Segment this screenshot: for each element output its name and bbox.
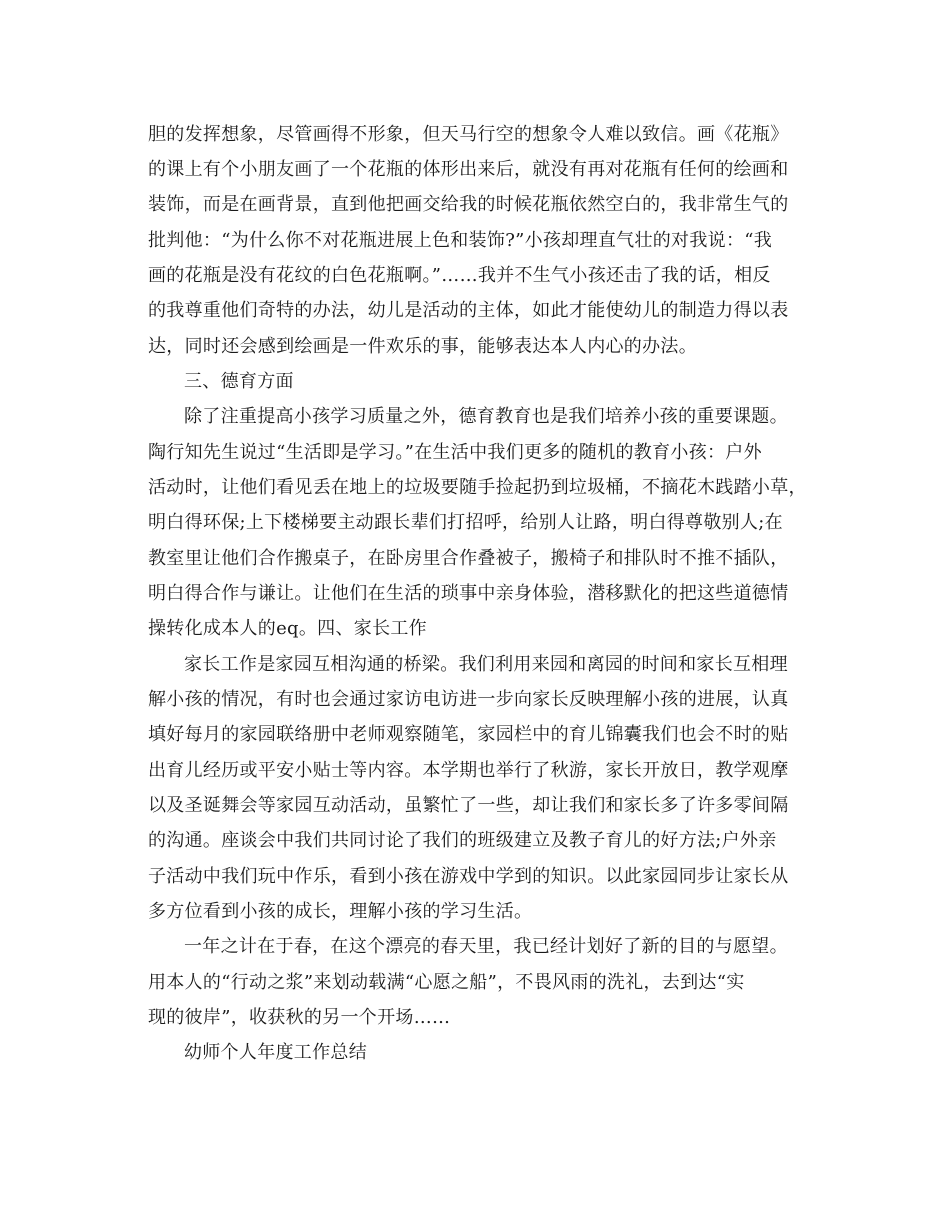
- text-line: 装饰，而是在画背景，直到他把画交给我的时候花瓶依然空白的，我非常生气的: [148, 194, 789, 215]
- section-heading: 三、德育方面: [184, 371, 294, 392]
- text-line: 明白得环保;上下楼梯要主动跟长辈们打招呼，给别人让路，明白得尊敬别人;在: [148, 512, 783, 533]
- text-line: 的我尊重他们奇特的办法，幼儿是活动的主体，如此才能使幼儿的制造力得以表: [148, 300, 789, 321]
- text-line: 出育儿经历或平安小贴士等内容。本学期也举行了秋游，家长开放日，教学观摩: [148, 760, 789, 781]
- text-line: 家长工作是家园互相沟通的桥梁。我们利用来园和离园的时间和家长互相理: [184, 654, 788, 675]
- text-line: 教室里让他们合作搬桌子，在卧房里合作叠被子，搬椅子和排队时不推不插队，: [148, 548, 789, 569]
- text-line: 现的彼岸”，收获秋的另一个开场……: [148, 1007, 451, 1028]
- text-line: 解小孩的情况，有时也会通过家访电访进一步向家长反映理解小孩的进展，认真: [148, 689, 789, 710]
- text-line: 画的花瓶是没有花纹的白色花瓶啊。”……我并不生气小孩还击了我的话，相反: [148, 265, 771, 286]
- text-line: 达，同时还会感到绘画是一件欢乐的事，能够表达本人内心的办法。: [148, 336, 697, 357]
- text-line: 一年之计在于春，在这个漂亮的春天里，我已经计划好了新的目的与愿望。: [184, 936, 788, 957]
- document-title-line: 幼师个人年度工作总结: [184, 1042, 367, 1063]
- text-line: 的沟通。座谈会中我们共同讨论了我们的班级建立及教子育儿的好方法;户外亲: [148, 830, 777, 851]
- text-line: 操转化成本人的eq。四、家长工作: [148, 618, 427, 639]
- text-line: 用本人的“行动之浆”来划动载满“心愿之船”，不畏风雨的洗礼，去到达“实: [148, 972, 745, 993]
- text-line: 子活动中我们玩中作乐，看到小孩在游戏中学到的知识。以此家园同步让家长从: [148, 866, 789, 887]
- text-line: 陶行知先生说过“生活即是学习。”在生活中我们更多的随机的教育小孩：户外: [148, 442, 762, 463]
- text-line: 的课上有个小朋友画了一个花瓶的体形出来后，就没有再对花瓶有任何的绘画和: [148, 159, 789, 180]
- text-line: 胆的发挥想象，尽管画得不形象，但天马行空的想象令人难以致信。画《花瓶》: [148, 124, 789, 145]
- text-line: 明白得合作与谦让。让他们在生活的琐事中亲身体验，潜移默化的把这些道德情: [148, 583, 789, 604]
- text-line: 除了注重提高小孩学习质量之外，德育教育也是我们培养小孩的重要课题。: [184, 406, 788, 427]
- text-line: 以及圣诞舞会等家园互动活动，虽繁忙了一些，却让我们和家长多了许多零间隔: [148, 795, 789, 816]
- text-line: 活动时，让他们看见丢在地上的垃圾要随手捡起扔到垃圾桶，不摘花木践踏小草，: [148, 477, 807, 498]
- text-line: 多方位看到小孩的成长，理解小孩的学习生活。: [148, 901, 533, 922]
- text-line: 批判他：“为什么你不对花瓶进展上色和装饰?”小孩却理直气壮的对我说：“我: [148, 230, 773, 251]
- text-line: 填好每月的家园联络册中老师观察随笔，家园栏中的育儿锦囊我们也会不时的贴: [148, 724, 789, 745]
